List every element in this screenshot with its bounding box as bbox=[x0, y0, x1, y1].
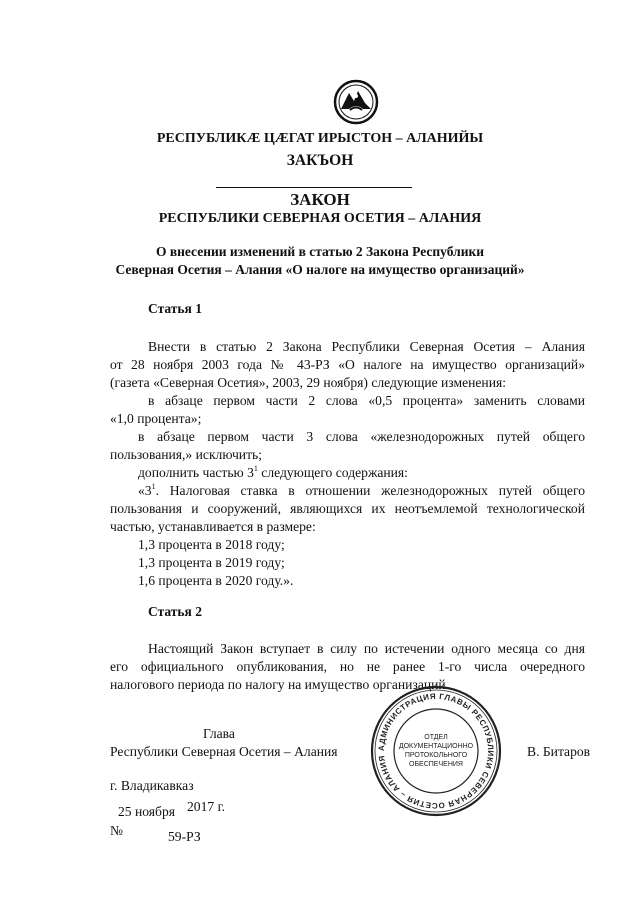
law-russian: ЗАКОН bbox=[290, 190, 350, 209]
article-1-line: 1,6 процента в 2020 году.». bbox=[138, 573, 294, 588]
law-title-line-2: Северная Осетия – Алания «О налоге на имущество организаций» bbox=[115, 262, 525, 277]
number-sign: № bbox=[110, 823, 123, 838]
article-1-text: . Налоговая ставка в отношении железнодорожных путей общего bbox=[155, 483, 585, 498]
article-1-line bbox=[138, 482, 585, 499]
article-2-heading: Статья 2 bbox=[148, 604, 202, 619]
article-1-line bbox=[138, 464, 408, 481]
city: г. Владикавказ bbox=[110, 778, 194, 793]
article-1-line: частью, устанавливается в размере: bbox=[110, 519, 316, 534]
coat-of-arms-icon bbox=[333, 79, 379, 125]
law-number: 59-РЗ bbox=[168, 829, 201, 844]
article-1-heading: Статья 1 bbox=[148, 301, 202, 316]
article-2-line: его официального опубликования, но не ранее 1-го числа очередного bbox=[110, 659, 585, 674]
superscript: 1 bbox=[151, 482, 156, 491]
svg-text:АДМИНИСТРАЦИЯ ГЛАВЫ РЕСПУБЛИКИ bbox=[377, 692, 495, 810]
stamp-center-line: ОБЕСПЕЧЕНИЯ bbox=[409, 761, 463, 768]
article-2-line: налогового периода по налогу на имущество организаций. bbox=[110, 677, 450, 692]
article-1-line: Внести в статью 2 Закона Республики Северная Осетия – Алания bbox=[148, 339, 585, 354]
stamp-ring-text: АДМИНИСТРАЦИЯ ГЛАВЫ РЕСПУБЛИКИ СЕВЕРНАЯ ОСЕТИЯ – АЛАНИЯ bbox=[376, 691, 496, 811]
article-1-text: следующего содержания: bbox=[261, 465, 408, 480]
article-1-line: от 28 ноября 2003 года № 43-РЗ «О налоге на имущество организаций» bbox=[110, 357, 585, 372]
signatory-title: Глава bbox=[203, 726, 235, 741]
republic-russian: РЕСПУБЛИКИ СЕВЕРНАЯ ОСЕТИЯ – АЛАНИЯ bbox=[158, 211, 482, 226]
article-1-line: «1,0 процента»; bbox=[110, 411, 202, 426]
stamp-center-line: ОТДЕЛ bbox=[424, 734, 448, 741]
article-1-line: 1,3 процента в 2018 году; bbox=[138, 537, 285, 552]
date-day-month: 25 ноября bbox=[118, 804, 176, 819]
date-year: 2017 г. bbox=[187, 799, 226, 814]
signatory-name: В. Битаров bbox=[527, 744, 591, 759]
law-title-line-1: О внесении изменений в статью 2 Закона Республики bbox=[155, 244, 485, 259]
article-1-line: в абзаце первом части 2 слова «0,5 процента» заменить словами bbox=[148, 393, 585, 408]
article-1-text: «3 bbox=[138, 483, 152, 498]
republic-ossetian: РЕСПУБЛИКÆ ЦÆГАТ ИРЫСТОН – АЛАНИЙЫ bbox=[156, 131, 484, 146]
article-1-line: (газета «Северная Осетия», 2003, 29 ноября) следующие изменения: bbox=[110, 375, 507, 390]
article-1-line: пользования и сооружений, являющихся их неотъемлемой технологической bbox=[110, 501, 585, 516]
law-ossetian: ЗАКЪОН bbox=[286, 152, 354, 169]
article-1-line: в абзаце первом части 3 слова «железнодорожных путей общего bbox=[138, 429, 585, 444]
article-1-line: пользования,» исключить; bbox=[110, 447, 262, 462]
signatory-position: Республики Северная Осетия – Алания bbox=[110, 744, 338, 759]
official-stamp bbox=[369, 684, 503, 818]
stamp-center-line: ДОКУМЕНТАЦИОННО bbox=[398, 743, 474, 750]
superscript: 1 bbox=[253, 464, 258, 473]
article-1-line: 1,3 процента в 2019 году; bbox=[138, 555, 285, 570]
header-divider bbox=[216, 187, 412, 188]
article-2-line: Настоящий Закон вступает в силу по истечении одного месяца со дня bbox=[148, 641, 585, 656]
article-1-text: дополнить частью 3 bbox=[138, 465, 254, 480]
stamp-center-line: ПРОТОКОЛЬНОГО bbox=[404, 752, 468, 759]
